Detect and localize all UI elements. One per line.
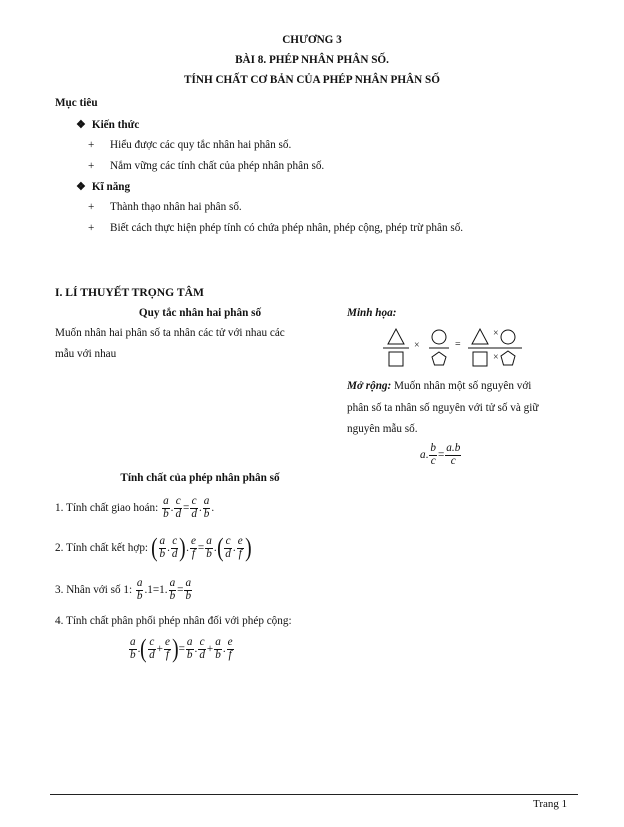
skills-title: Kĩ năng (91, 181, 131, 193)
list-item: + Hiểu được các quy tắc nhân hai phân số. (88, 139, 292, 151)
times-sign: × (414, 340, 420, 351)
lesson-title: BÀI 8. PHÉP NHÂN PHÂN SỐ. (235, 54, 389, 66)
extension-label: Mở rộng: (347, 380, 392, 392)
equals-sign: = (455, 339, 461, 350)
triangle-icon (388, 329, 404, 344)
properties-title: Tính chất của phép nhân phân số (120, 472, 280, 484)
objectives-title: Mục tiêu (55, 97, 98, 109)
extension-formula: a. $\frac{b}{c}$ = $\frac{a.b}{c}$ (420, 442, 461, 467)
lesson-subtitle: TÍNH CHẤT CƠ BẢN CỦA PHÉP NHÂN PHÂN SỐ (184, 74, 440, 86)
list-item: + Biết cách thực hiện phép tính có chứa phép nhân, phép cộng, phép trừ phân số. (88, 222, 464, 234)
diamond-bullet-icon: ❖ (76, 119, 86, 131)
section-title: I. LÍ THUYẾT TRỌNG TÂM (55, 286, 204, 299)
property-distributive-formula: $\frac{a}{b}$ .( $\frac{c}{d}$ + $\frac{e}{f}$ )= $\frac{a}{b}$ . $\frac{c}{d}$ + $\frac{a}{b}$ . $\frac{e}{f}$ (130, 634, 233, 663)
square-icon (473, 352, 487, 366)
square-icon (389, 352, 403, 366)
extension-line: nguyên mẫu số. (347, 423, 418, 435)
circle-icon (501, 330, 515, 344)
property-distributive-label: 4. Tính chất phân phối phép nhân đối với phép cộng: (55, 615, 292, 627)
property-associative: 2. Tính chất kết hợp: ( $\frac{a}{b}$ . $\frac{c}{d}$ ). $\frac{e}{f}$ = $\frac{a}{b}$ .( $\frac{c}{d}$ . $\frac{e}{f}$ ) (55, 533, 252, 562)
circle-icon (432, 330, 446, 344)
diamond-bullet-icon: ❖ (76, 181, 86, 193)
illustration-title: Minh họa: (347, 307, 397, 319)
list-item: + Nắm vững các tính chất của phép nhân phân số. (88, 160, 325, 172)
extension-line: phân số ta nhân số nguyên với tử số và giữ (347, 402, 539, 414)
pentagon-icon (501, 351, 515, 365)
times-sign: × (493, 328, 499, 339)
extension-line: Mở rộng: Muốn nhân một số nguyên với (347, 380, 532, 392)
chapter-title: CHƯƠNG 3 (282, 34, 342, 46)
rule-text: mẫu với nhau (55, 348, 117, 360)
skills-heading (76, 180, 130, 193)
knowledge-heading (76, 118, 139, 131)
list-item: + Thành thạo nhân hai phân số. (88, 201, 242, 213)
page-number: Trang 1 (533, 798, 568, 810)
property-commutative: 1. Tính chất giao hoán: $\frac{a}{b}$ . $\frac{c}{d}$ = $\frac{c}{d}$ . $\frac{a}{b}$ . (55, 495, 215, 520)
footer-divider (50, 794, 578, 795)
property-multiply-one: 3. Nhân với số 1: $\frac{a}{b}$ .1=1. $\frac{a}{b}$ = $\frac{a}{b}$ (55, 577, 192, 602)
rule-title: Quy tắc nhân hai phân số (138, 307, 262, 319)
times-sign: × (493, 352, 499, 363)
triangle-icon (472, 329, 488, 344)
knowledge-title: Kiến thức (91, 119, 140, 131)
rule-text: Muốn nhân hai phân số ta nhân các tử với nhau các (55, 327, 285, 339)
pentagon-icon (432, 352, 446, 365)
